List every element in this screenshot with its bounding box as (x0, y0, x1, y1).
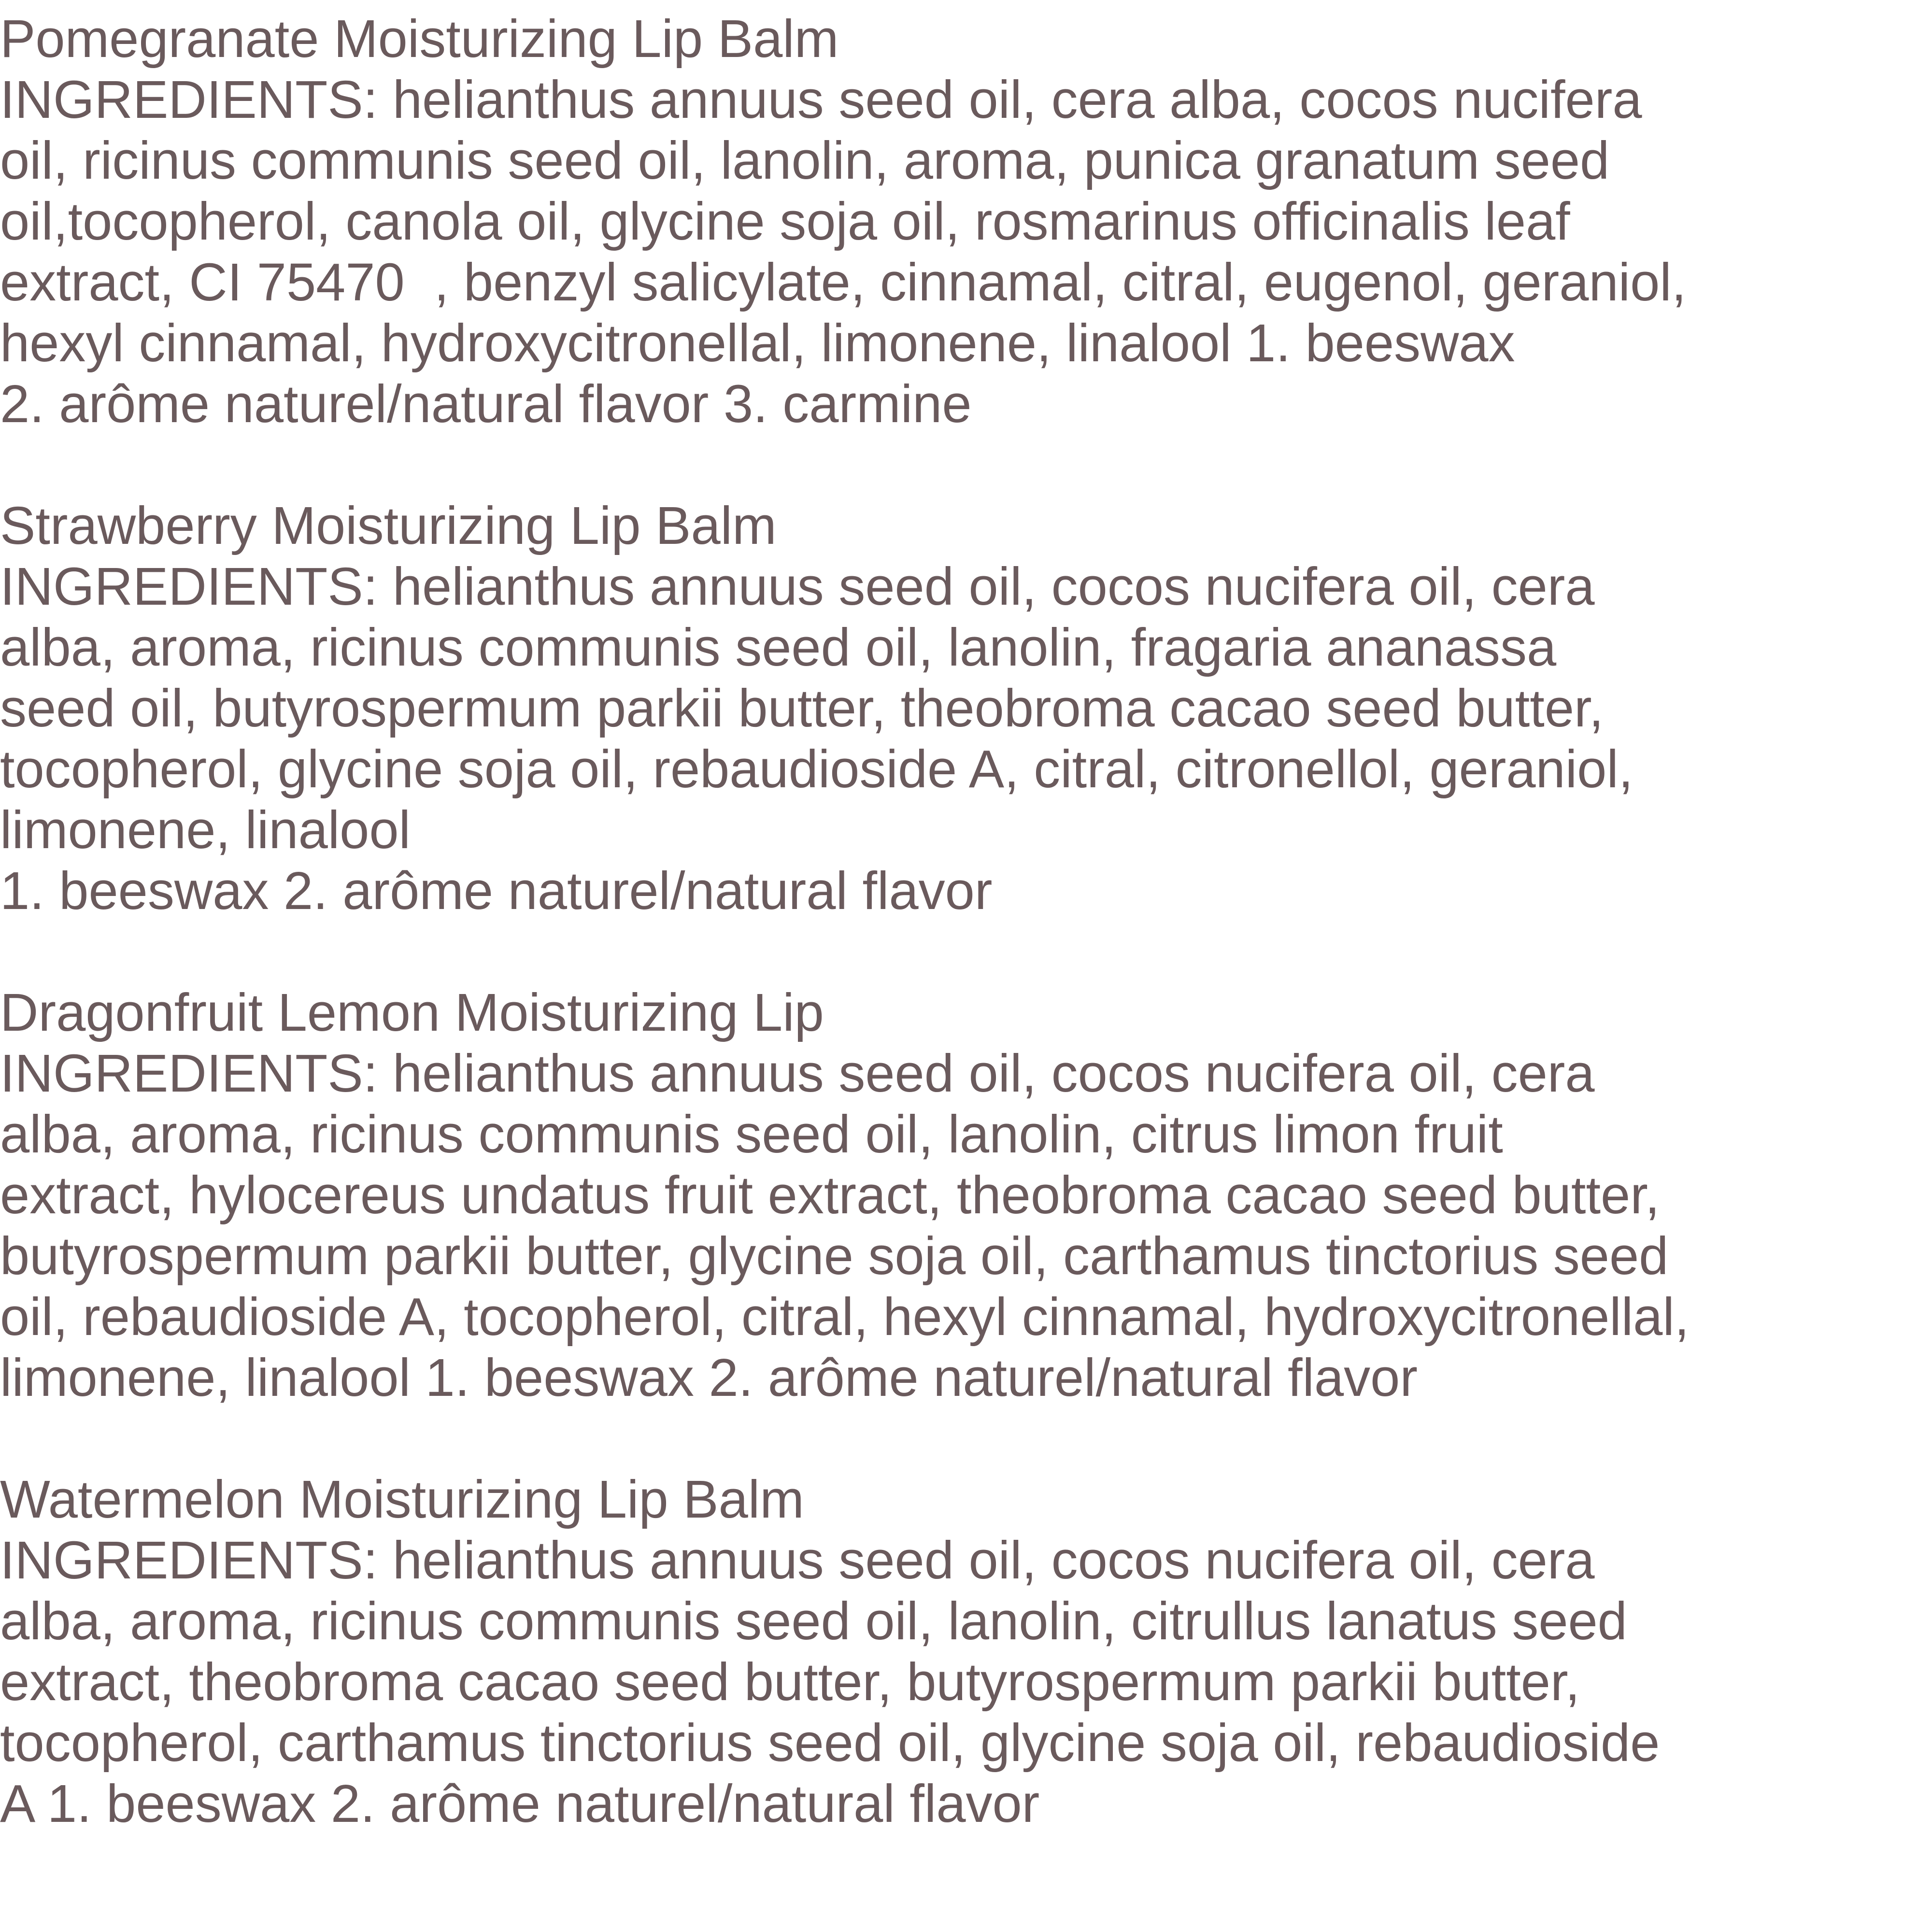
ingredients-document (0, 9, 1932, 1834)
product-section-dragonfruit-lemon (0, 982, 1932, 1408)
ingredients-line: INGREDIENTS: helianthus annuus seed oil, cocos nucifera oil, cera (0, 1044, 1595, 1103)
ingredients-line: oil,tocopherol, canola oil, glycine soja oil, rosmarinus officinalis leaf (0, 192, 1570, 251)
ingredients-line: A 1. beeswax 2. arôme naturel/natural flavor (0, 1774, 1040, 1833)
ingredients-line: tocopherol, glycine soja oil, rebaudioside A, citral, citronellol, geraniol, (0, 739, 1634, 799)
ingredients-line: 2. arôme naturel/natural flavor 3. carmine (0, 374, 972, 434)
ingredients-line: extract, CI 75470 , benzyl salicylate, cinnamal, citral, eugenol, geraniol, (0, 253, 1687, 312)
ingredients-line: INGREDIENTS: helianthus annuus seed oil, cocos nucifera oil, cera (0, 557, 1595, 616)
section-spacer (0, 435, 1932, 496)
ingredients-line: oil, ricinus communis seed oil, lanolin, aroma, punica granatum seed (0, 131, 1610, 190)
ingredients-line: alba, aroma, ricinus communis seed oil, lanolin, fragaria ananassa (0, 618, 1557, 677)
ingredients-line: INGREDIENTS: helianthus annuus seed oil, cera alba, cocos nucifera (0, 70, 1642, 129)
ingredients-line: alba, aroma, ricinus communis seed oil, lanolin, citrullus lanatus seed (0, 1591, 1627, 1651)
ingredients-line: extract, hylocereus undatus fruit extract, theobroma cacao seed butter, (0, 1165, 1660, 1225)
ingredients-line: tocopherol, carthamus tinctorius seed oil, glycine soja oil, rebaudioside (0, 1713, 1660, 1773)
product-title: Strawberry Moisturizing Lip Balm (0, 496, 777, 555)
ingredients-line: butyrospermum parkii butter, glycine soja oil, carthamus tinctorius seed (0, 1226, 1669, 1286)
ingredients-line: INGREDIENTS: helianthus annuus seed oil, cocos nucifera oil, cera (0, 1531, 1595, 1590)
ingredients-line: 1. beeswax 2. arôme naturel/natural flavor (0, 861, 993, 921)
ingredients-line: limonene, linalool 1. beeswax 2. arôme naturel/natural flavor (0, 1348, 1418, 1407)
ingredients-line: seed oil, butyrospermum parkii butter, theobroma cacao seed butter, (0, 679, 1604, 738)
ingredients-line: oil, rebaudioside A, tocopherol, citral, hexyl cinnamal, hydroxycitronellal, (0, 1287, 1690, 1347)
product-title: Watermelon Moisturizing Lip Balm (0, 1470, 804, 1529)
ingredients-line: extract, theobroma cacao seed butter, butyrospermum parkii butter, (0, 1652, 1580, 1712)
section-spacer (0, 922, 1932, 982)
product-title: Dragonfruit Lemon Moisturizing Lip (0, 983, 824, 1042)
product-title: Pomegranate Moisturizing Lip Balm (0, 9, 839, 69)
ingredients-line: limonene, linalool (0, 800, 411, 860)
ingredients-line: hexyl cinnamal, hydroxycitronellal, limonene, linalool 1. beeswax (0, 313, 1515, 373)
section-spacer (0, 1408, 1932, 1469)
ingredients-line: alba, aroma, ricinus communis seed oil, lanolin, citrus limon fruit (0, 1105, 1503, 1164)
product-section-watermelon (0, 1469, 1932, 1834)
product-section-strawberry (0, 496, 1932, 922)
product-section-pomegranate (0, 9, 1932, 435)
